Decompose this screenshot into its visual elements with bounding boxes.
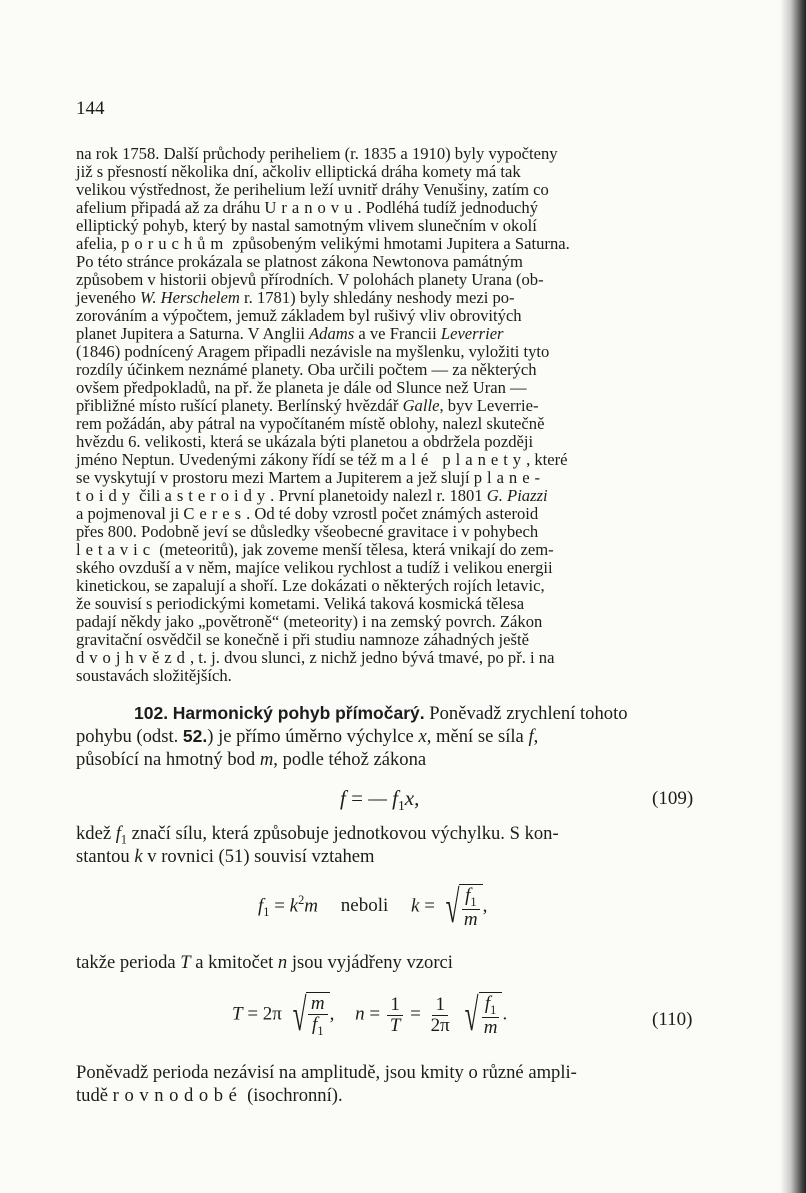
text-line: jméno Neptun. Uvedenými zákony řídí se též malé planety, které [76, 450, 568, 469]
text-line: ského ovzduší a v něm, majíce velikou rychlost a tudíž i velikou energii [76, 558, 553, 577]
book-spine-shadow [780, 0, 806, 1193]
text-line: hvězdu 6. velikosti, která se ukázala býti planetou a obdržela později [76, 432, 534, 451]
square-root: √ $\frac{f_1}{m}$ [440, 884, 483, 930]
text-line: toidy čili asteroidy. První planetoidy nalezl r. 1801 G. Piazzi [76, 486, 548, 505]
text-line: velikou výstřednost, že perihelium leží uvnitř dráhy Venušiny, zatím co [76, 180, 549, 199]
text-line: afelia, poruchům způsobeným velikými hmotami Jupitera a Saturna. [76, 234, 570, 253]
text-line: tudě rovnodobé (isochronní). [76, 1085, 343, 1106]
text-line: přibližné místo rušící planety. Berlínský hvězdář Galle, byv Leverrie- [76, 396, 539, 415]
page-number: 144 [76, 98, 105, 119]
section-number: 102. [134, 703, 169, 723]
equation-k: $f_1 = k^2m$ neboli k = √ $\frac{f_1}{m}$ , [258, 881, 488, 932]
text-line: (1846) podnícený Aragem připadli nezávisle na myšlenku, vyložiti tyto [76, 342, 550, 361]
text-line: stantou k v rovnici (51) souvisí vztahem [76, 846, 375, 867]
text-line: že souvisí s periodickými kometami. Veliká taková kosmická tělesa [76, 594, 525, 613]
text-line: rozdíly účinkem neznámé planety. Oba určili počtem — za některých [76, 360, 537, 379]
text-line: působící na hmotný bod m, podle téhož zákona [76, 749, 427, 770]
text-line: zorováním a výpočtem, jemuž základem byl rušivý vliv obrovitých [76, 306, 522, 325]
square-root: √ $\frac{f_1}{m}$ [459, 992, 502, 1038]
text-line: způsobem v historii objevů přírodních. V polohách planety Urana (ob- [76, 270, 544, 289]
text-line: rem požádán, aby pátral na vypočítaném místě oblohy, nalezl skutečně [76, 414, 545, 433]
text-line: Poněvadž perioda nezávisí na amplitudě, jsou kmity o různé ampli- [76, 1062, 577, 1083]
equation-number: (110) [652, 1009, 693, 1030]
text-line: se vyskytují v prostoru mezi Martem a Jupiterem a jež slují plane- [76, 468, 546, 487]
equation-109: f = — $f_1x$, [340, 786, 420, 814]
text-line: Po této stránce prokázala se platnost zákona Newtonova památným [76, 252, 523, 271]
text-line: planet Jupitera a Saturna. V Anglii Adams a ve Francii Leverrier [76, 324, 504, 343]
text-line: ovšem předpokladů, na př. že planeta je dále od Slunce než Uran — [76, 378, 527, 397]
text-line: jeveného W. Herschelem r. 1781) byly shledány neshody mezi po- [76, 288, 515, 307]
section-heading-line: 102. Harmonický pohyb přímočarý. Poněvadž zrychlení tohoto [134, 703, 628, 724]
text-line: pohybu (odst. 52.) je přímo úměrno výchylce x, mění se síla f, [76, 726, 539, 747]
text-line: kdež $f_1$ značí sílu, která způsobuje jednotkovou výchylku. S kon- [76, 823, 559, 847]
text-line: na rok 1758. Další průchody periheliem (r. 1835 a 1910) byly vypočteny [76, 144, 558, 163]
text-line: a pojmenoval ji Ceres. Od té doby vzrostl počet známých asteroid [76, 504, 539, 523]
section-title: Harmonický pohyb přímočarý. [172, 703, 425, 723]
equation-110: T = 2π √ $\frac{m}{f_1}$ , n = $\frac{1}{T}$ = $\frac{1}{2\pi}$ √ $\frac{f_1}{m}$ . [232, 989, 508, 1040]
text-line: gravitační osvědčil se konečně i při studiu namnoze záhadných ještě [76, 630, 529, 649]
text-line: kinetickou, se zapalují a shoří. Lze dokázati o některých rojích letavic, [76, 576, 545, 595]
text-line: dvojhvězd, t. j. dvou slunci, z nichž jedno bývá tmavé, po př. i na [76, 648, 555, 667]
square-root: √ $\frac{m}{f_1}$ [287, 992, 330, 1038]
text-line: afelium připadá až za dráhu Uranovu. Podléhá tudíž jednoduchý [76, 198, 539, 217]
text-line: již s přesností několika dní, ačkoliv elliptická dráha komety má tak [76, 162, 521, 181]
text-line: takže perioda T a kmitočet n jsou vyjádřeny vzorci [76, 952, 453, 973]
text-line: padají někdy jako „povětroně“ (meteority) i na zemský povrch. Zákon [76, 612, 543, 631]
text-line: soustavách složitějších. [76, 666, 232, 685]
equation-number: (109) [652, 788, 694, 809]
text-line: elliptický pohyb, který by nastal samotným vlivem slunečním v okolí [76, 216, 537, 235]
text-line: letavic (meteoritů), jak zoveme menší tělesa, která vnikají do zem- [76, 540, 554, 559]
text-line: přes 800. Podobně jeví se důsledky všeobecné gravitace i v pohybech [76, 522, 539, 541]
